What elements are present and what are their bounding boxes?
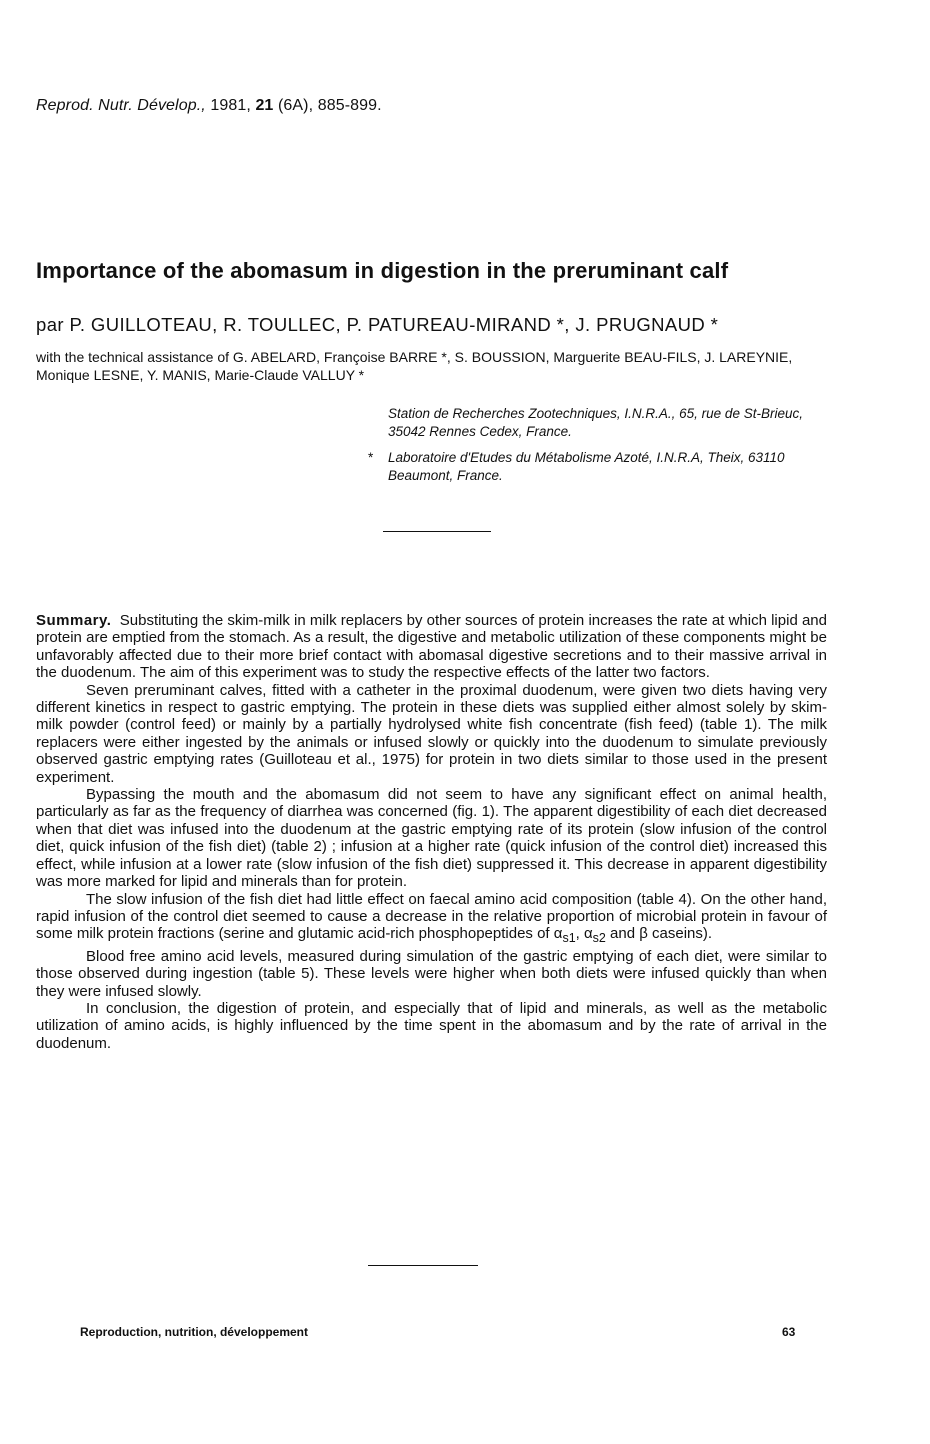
summary-paragraph: In conclusion, the digestion of protein, and especially that of lipid and minerals, as well as the metabolic utilization of amino acids, is highly influenced by the time spent in the abomasum and by the rate of arrival in the duodenum.	[36, 999, 827, 1052]
technical-assistance: with the technical assistance of G. ABELARD, Françoise BARRE *, S. BOUSSION, Marguerite BEAU-FILS, J. LAREYNIE, Monique LESNE, Y. MANIS, Marie-Claude VALLUY *	[36, 349, 793, 383]
beta-symbol: β	[639, 925, 648, 943]
separator: ,	[575, 925, 584, 943]
alpha-symbol: α	[553, 925, 563, 943]
author-list: par P. GUILLOTEAU, R. TOULLEC, P. PATUREAU-MIRAND *, J. PRUGNAUD *	[36, 314, 719, 335]
summary-text: caseins).	[647, 925, 713, 943]
affiliation-text: Laboratoire d'Etudes du Métabolisme Azoté, I.N.R.A, Theix, 63110 Beaumont, France.	[388, 450, 785, 483]
footer-journal: Reproduction, nutrition, développement	[80, 1325, 308, 1339]
summary-label: Summary.	[36, 612, 112, 629]
summary-paragraph: Seven preruminant calves, fitted with a catheter in the proximal duodenum, were given two diets having very different kinetics in respect to gastric emptying. The protein in these diets was supplied either almost solely by skim-milk powder (control feed) or mainly by a partially hydrolysed white fish concentrate (fish feed) (table 1). The milk replacers were either ingested by the animals or infused slowly or quickly into the duodenum to simulate previously observed gastric emptying rates (Guilloteau et al., 1975) for protein in two diets similar to those used in the present experiment.	[36, 681, 827, 786]
page-number: 63	[782, 1325, 796, 1339]
summary-paragraph	[36, 891, 827, 948]
volume: 21	[255, 97, 274, 114]
journal-name: Reprod. Nutr. Dévelop.,	[36, 97, 206, 114]
separator-rule	[383, 531, 491, 532]
separator-rule	[368, 1265, 478, 1266]
summary-text: Substituting the skim-milk in milk replacers by other sources of protein increases the rate at which lipid and protein are emptied from the stomach. As a result, the digestive and metabolic utilization of these components might be unfavorably affected due to their more brief contact with abomasal digestive secretions and to their massive arrival in the duodenum. The aim of this experiment was to study the respective effects of the latter two factors.	[36, 612, 827, 682]
citation-line	[36, 97, 382, 115]
summary-paragraph: Blood free amino acid levels, measured during simulation of the gastric emptying of each diet, were similar to those observed during ingestion (table 5). These levels were higher when both diets were infused quickly than when they were infused slowly.	[36, 947, 827, 1000]
subscript: s2	[592, 931, 606, 946]
affiliation-text: Station de Recherches Zootechniques, I.N.R.A., 65, rue de St-Brieuc, 35042 Rennes Cedex, France.	[388, 406, 803, 439]
summary-section	[36, 612, 827, 1052]
year: 1981,	[210, 97, 251, 114]
article-title: Importance of the abomasum in digestion in the preruminant calf	[36, 258, 729, 283]
summary-paragraph	[36, 612, 827, 682]
issue-pages: (6A), 885-899.	[277, 97, 382, 114]
summary-text: The slow infusion of the fish diet had little effect on faecal amino acid composition (table 4). On the other hand, rapid infusion of the control diet seemed to cause a decrease in the relative proportion of microbial protein in favour of some milk protein fractions (serine and glutamic acid-rich phosphopeptides of	[36, 890, 827, 943]
affiliation-2	[366, 449, 816, 485]
alpha-symbol: α	[583, 925, 593, 943]
affiliations	[366, 405, 816, 493]
affiliation-1	[366, 405, 816, 441]
subscript: s1	[562, 931, 576, 946]
conjunction: and	[605, 925, 640, 943]
affiliation-mark: *	[368, 450, 374, 465]
summary-paragraph: Bypassing the mouth and the abomasum did not seem to have any significant effect on animal health, particularly as far as the frequency of diarrhea was concerned (fig. 1). The apparent digestibility of each diet decreased when that diet was infused into the duodenum at the gastric emptying rate of its protein (slow infusion of the control diet, quick infusion of the fish diet) (table 2) ; infusion at a higher rate (quick infusion of the control diet) increased this effect, while infusion at a lower rate (slow infusion of the fish diet) suppressed it. This decrease in apparent digestibility was more marked for lipid and minerals than for protein.	[36, 786, 827, 891]
